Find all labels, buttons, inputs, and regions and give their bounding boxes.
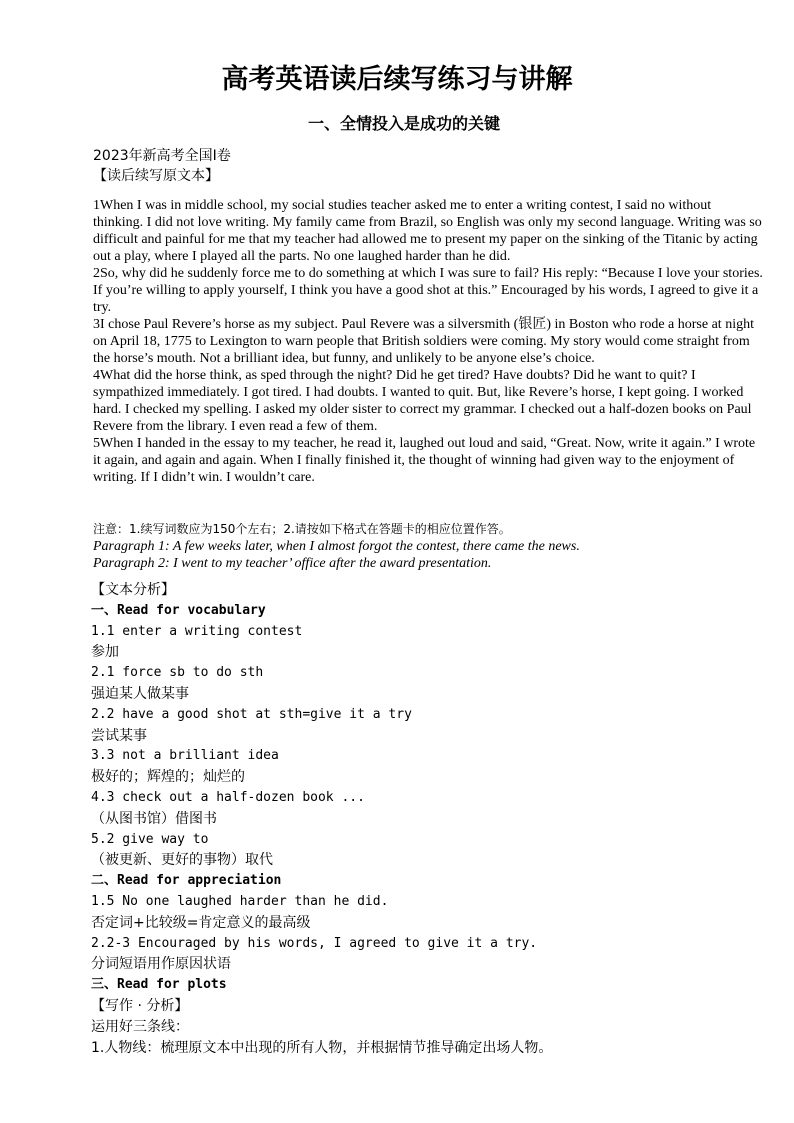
analysis-section — [91, 580, 771, 1058]
vocab-item-zh: （被更新、更好的事物）取代 — [91, 852, 273, 869]
analysis-heading: 【文本分析】 — [91, 582, 175, 598]
vocab-item-en: 1.1 enter a writing contest — [91, 623, 303, 639]
vocab-item-en: 5.2 give way to — [91, 831, 209, 847]
instruction-note: 注意：1.续写词数应为150个左右；2.请按如下格式在答题卡的相应位置作答。 — [93, 522, 511, 536]
vocab-item-en: 4.3 check out a half-dozen book ... — [91, 789, 365, 805]
three-lines-text: 运用好三条线： — [91, 1018, 189, 1035]
appreciation-item-en: 1.5 No one laughed harder than he did. — [91, 893, 389, 909]
paragraph-5: 5When I handed in the essay to my teacher, he read it, laughed out loud and said, “Great. Now, write it again.” I wrote it again, and again and again. When I finally finished it, the thought of winning had given way to the enjoyment of writing. If I didn’t win. I wouldn’t care. — [93, 436, 756, 485]
paragraph-2: 2So, why did he suddenly force me to do something at which I was sure to fail? His reply: “Because I love your stories. If you’re willing to apply yourself, I think you have a good shot at this.” Encouraged by his words, I agreed to give it a try. — [93, 266, 763, 315]
appreciation-item-en: 2.2-3 Encouraged by his words, I agreed to give it a try. — [91, 935, 538, 951]
paragraph2-prompt: Paragraph 2: I went to my teacher’ office after the award presentation. — [93, 556, 492, 571]
paragraph1-prompt: Paragraph 1: A few weeks later, when I almost forgot the contest, there came the news. — [93, 539, 580, 554]
plots-heading: 三、Read for plots — [91, 977, 227, 993]
writing-heading: 【写作 · 分析】 — [91, 997, 189, 1014]
appreciation-item-zh: 分词短语用作原因状语 — [91, 956, 231, 973]
original-heading: 【读后续写原文本】 — [93, 168, 219, 184]
paragraph-3: 3I chose Paul Revere’s horse as my subject. Paul Revere was a silversmith (银匠) in Boston who rode a horse at night on April 18, 1775 to Lexington to warn people that British soldiers were coming. My story would come straight from the horse’s mouth. Not a brilliant idea, but funny, and unlikely to be anyone else’s choice. — [93, 317, 754, 366]
vocab-item-zh: 参加 — [91, 644, 119, 661]
vocab-item-zh: 强迫某人做某事 — [91, 685, 189, 702]
appreciation-item-zh: 否定词+比较级=肯定意义的最高级 — [91, 914, 311, 931]
section-subtitle: 一、全情投入是成功的关键 — [307, 114, 500, 133]
original-text — [93, 197, 763, 486]
vocab-item-en: 2.2 have a good shot at sth=give it a try — [91, 706, 412, 722]
paragraph-4: 4What did the horse think, as sped through the night? Did he get tired? Have doubts? Did he want to quit? I sympathized immediately. I got tired. I had doubts. I wanted to quit. But, like Revere’s horse, I kept going. I worked hard. I checked my spelling. I asked my older sister to correct my grammar. I checked out a half-dozen books on Paul Revere from the library. I even read a few of them. — [93, 368, 752, 434]
appreciation-heading: 二、Read for appreciation — [91, 873, 282, 889]
vocab-item-en: 2.1 force sb to do sth — [91, 665, 264, 681]
vocab-item-zh: （从图书馆）借图书 — [91, 810, 217, 827]
vocab-heading: 一、Read for vocabulary — [91, 602, 266, 618]
vocab-item-en: 3.3 not a brilliant idea — [91, 748, 279, 764]
paragraph-1: 1When I was in middle school, my social studies teacher asked me to enter a writing contest, I said no without thinking. I did not love writing. My family came from Brazil, so English was only my second language. Writing was so difficult and painful for me that my teacher had allowed me to present my paper on the sinking of the Titanic by acting out a play, where I played all the parts. No one laughed harder than he did. — [93, 198, 762, 264]
vocab-item-zh: 极好的；辉煌的；灿烂的 — [91, 769, 245, 786]
vocab-item-zh: 尝试某事 — [91, 727, 147, 744]
page-title: 高考英语读后续写练习与讲解 — [221, 64, 573, 95]
character-line-text: 1.人物线：梳理原文本中出现的所有人物，并根据情节推导确定出场人物。 — [91, 1039, 553, 1056]
source-label: 2023年新高考全国Ⅰ卷 — [93, 148, 231, 164]
